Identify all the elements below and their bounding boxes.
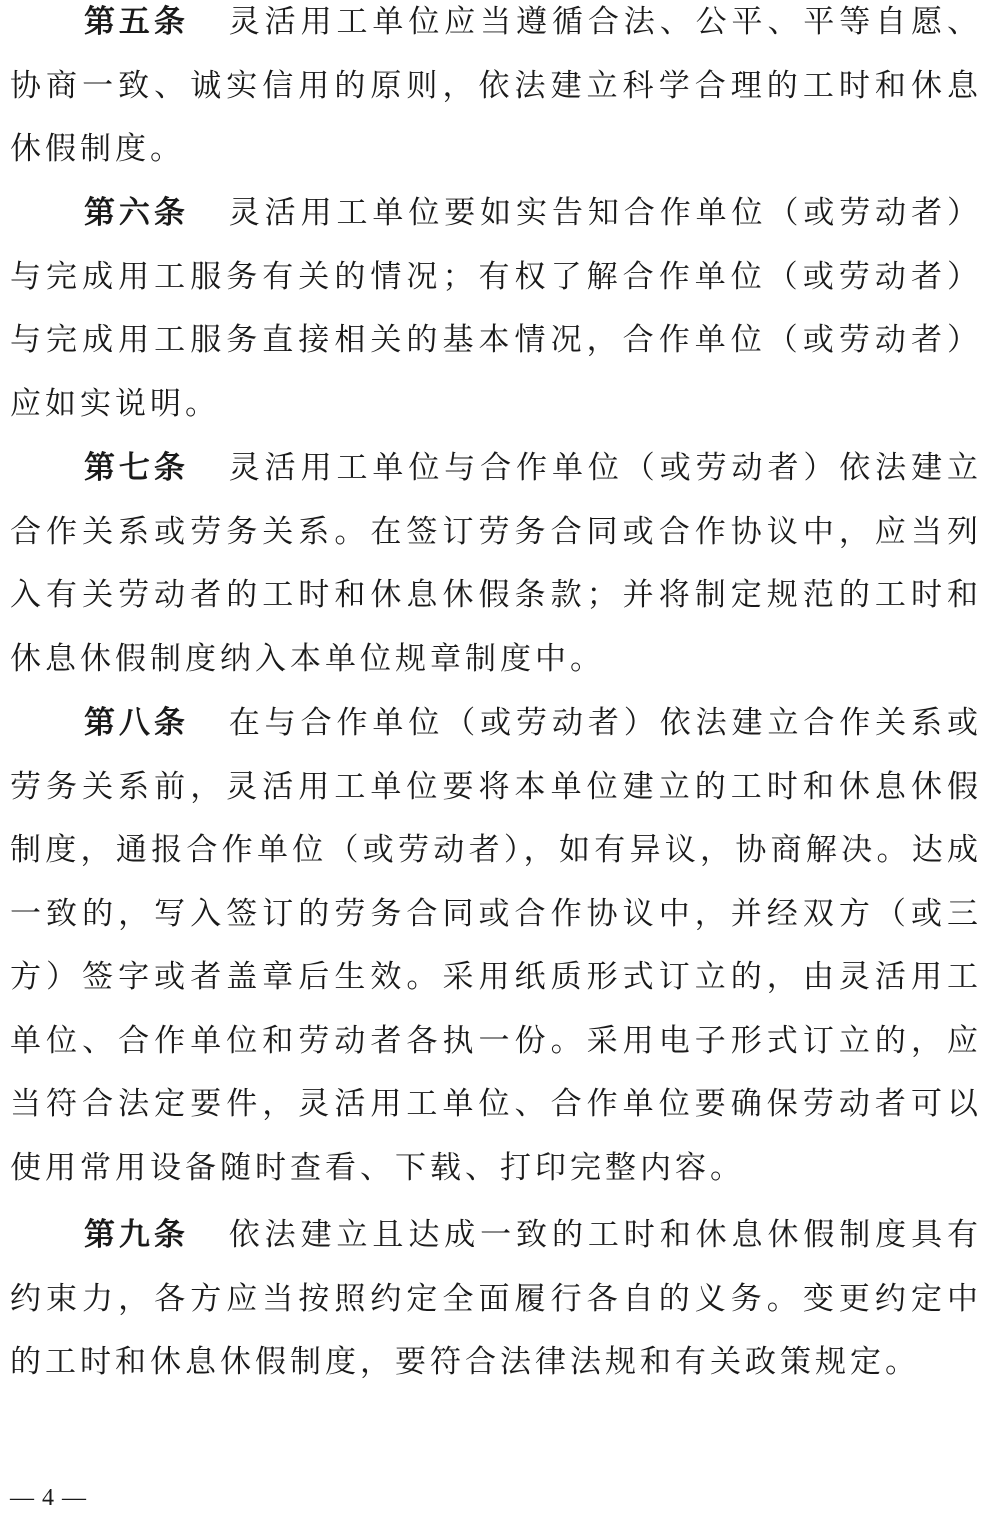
article-number: 第九条 <box>84 1217 189 1253</box>
article-number: 第五条 <box>84 4 189 40</box>
article-text: 灵活用工单位要如实告知合作单位（或劳动者）与完成用工服务有关的情况；有权了解合作单位（或劳动者）与完成用工服务直接相关的基本情况，合作单位（或劳动者）应如实说明。 <box>10 195 983 422</box>
page-number: — 4 — <box>10 1485 87 1511</box>
article-text: 在与合作单位（或劳动者）依法建立合作关系或劳务关系前，灵活用工单位要将本单位建立的工时和休息休假制度，通报合作单位（或劳动者），如有异议，协商解决。达成一致的，写入签订的劳务合同或合作协议中，并经双方（或三方）签字或者盖章后生效。采用纸质形式订立的，由灵活用工单位、合作单位和劳动者各执一份。采用电子形式订立的，应当符合法定要件，灵活用工单位、合作单位要确保劳动者可以使用常用设备随时查看、下载、打印完整内容。 <box>10 705 983 1186</box>
article-5 <box>10 0 982 182</box>
article-number: 第七条 <box>84 450 189 486</box>
article-number: 第六条 <box>84 195 189 231</box>
article-text: 灵活用工单位应当遵循合法、公平、平等自愿、协商一致、诚实信用的原则，依法建立科学合理的工时和休息休假制度。 <box>10 4 983 167</box>
article-text: 依法建立且达成一致的工时和休息休假制度具有约束力，各方应当按照约定全面履行各自的义务。变更约定中的工时和休息休假制度，要符合法律法规和有关政策规定。 <box>10 1217 983 1380</box>
article-7 <box>10 437 982 691</box>
article-number: 第八条 <box>84 705 189 741</box>
article-text: 灵活用工单位与合作单位（或劳动者）依法建立合作关系或劳务关系。在签订劳务合同或合作协议中，应当列入有关劳动者的工时和休息休假条款；并将制定规范的工时和休息休假制度纳入本单位规章制度中。 <box>10 450 983 677</box>
article-8 <box>10 692 982 1200</box>
article-6 <box>10 182 982 436</box>
article-9 <box>10 1204 982 1395</box>
